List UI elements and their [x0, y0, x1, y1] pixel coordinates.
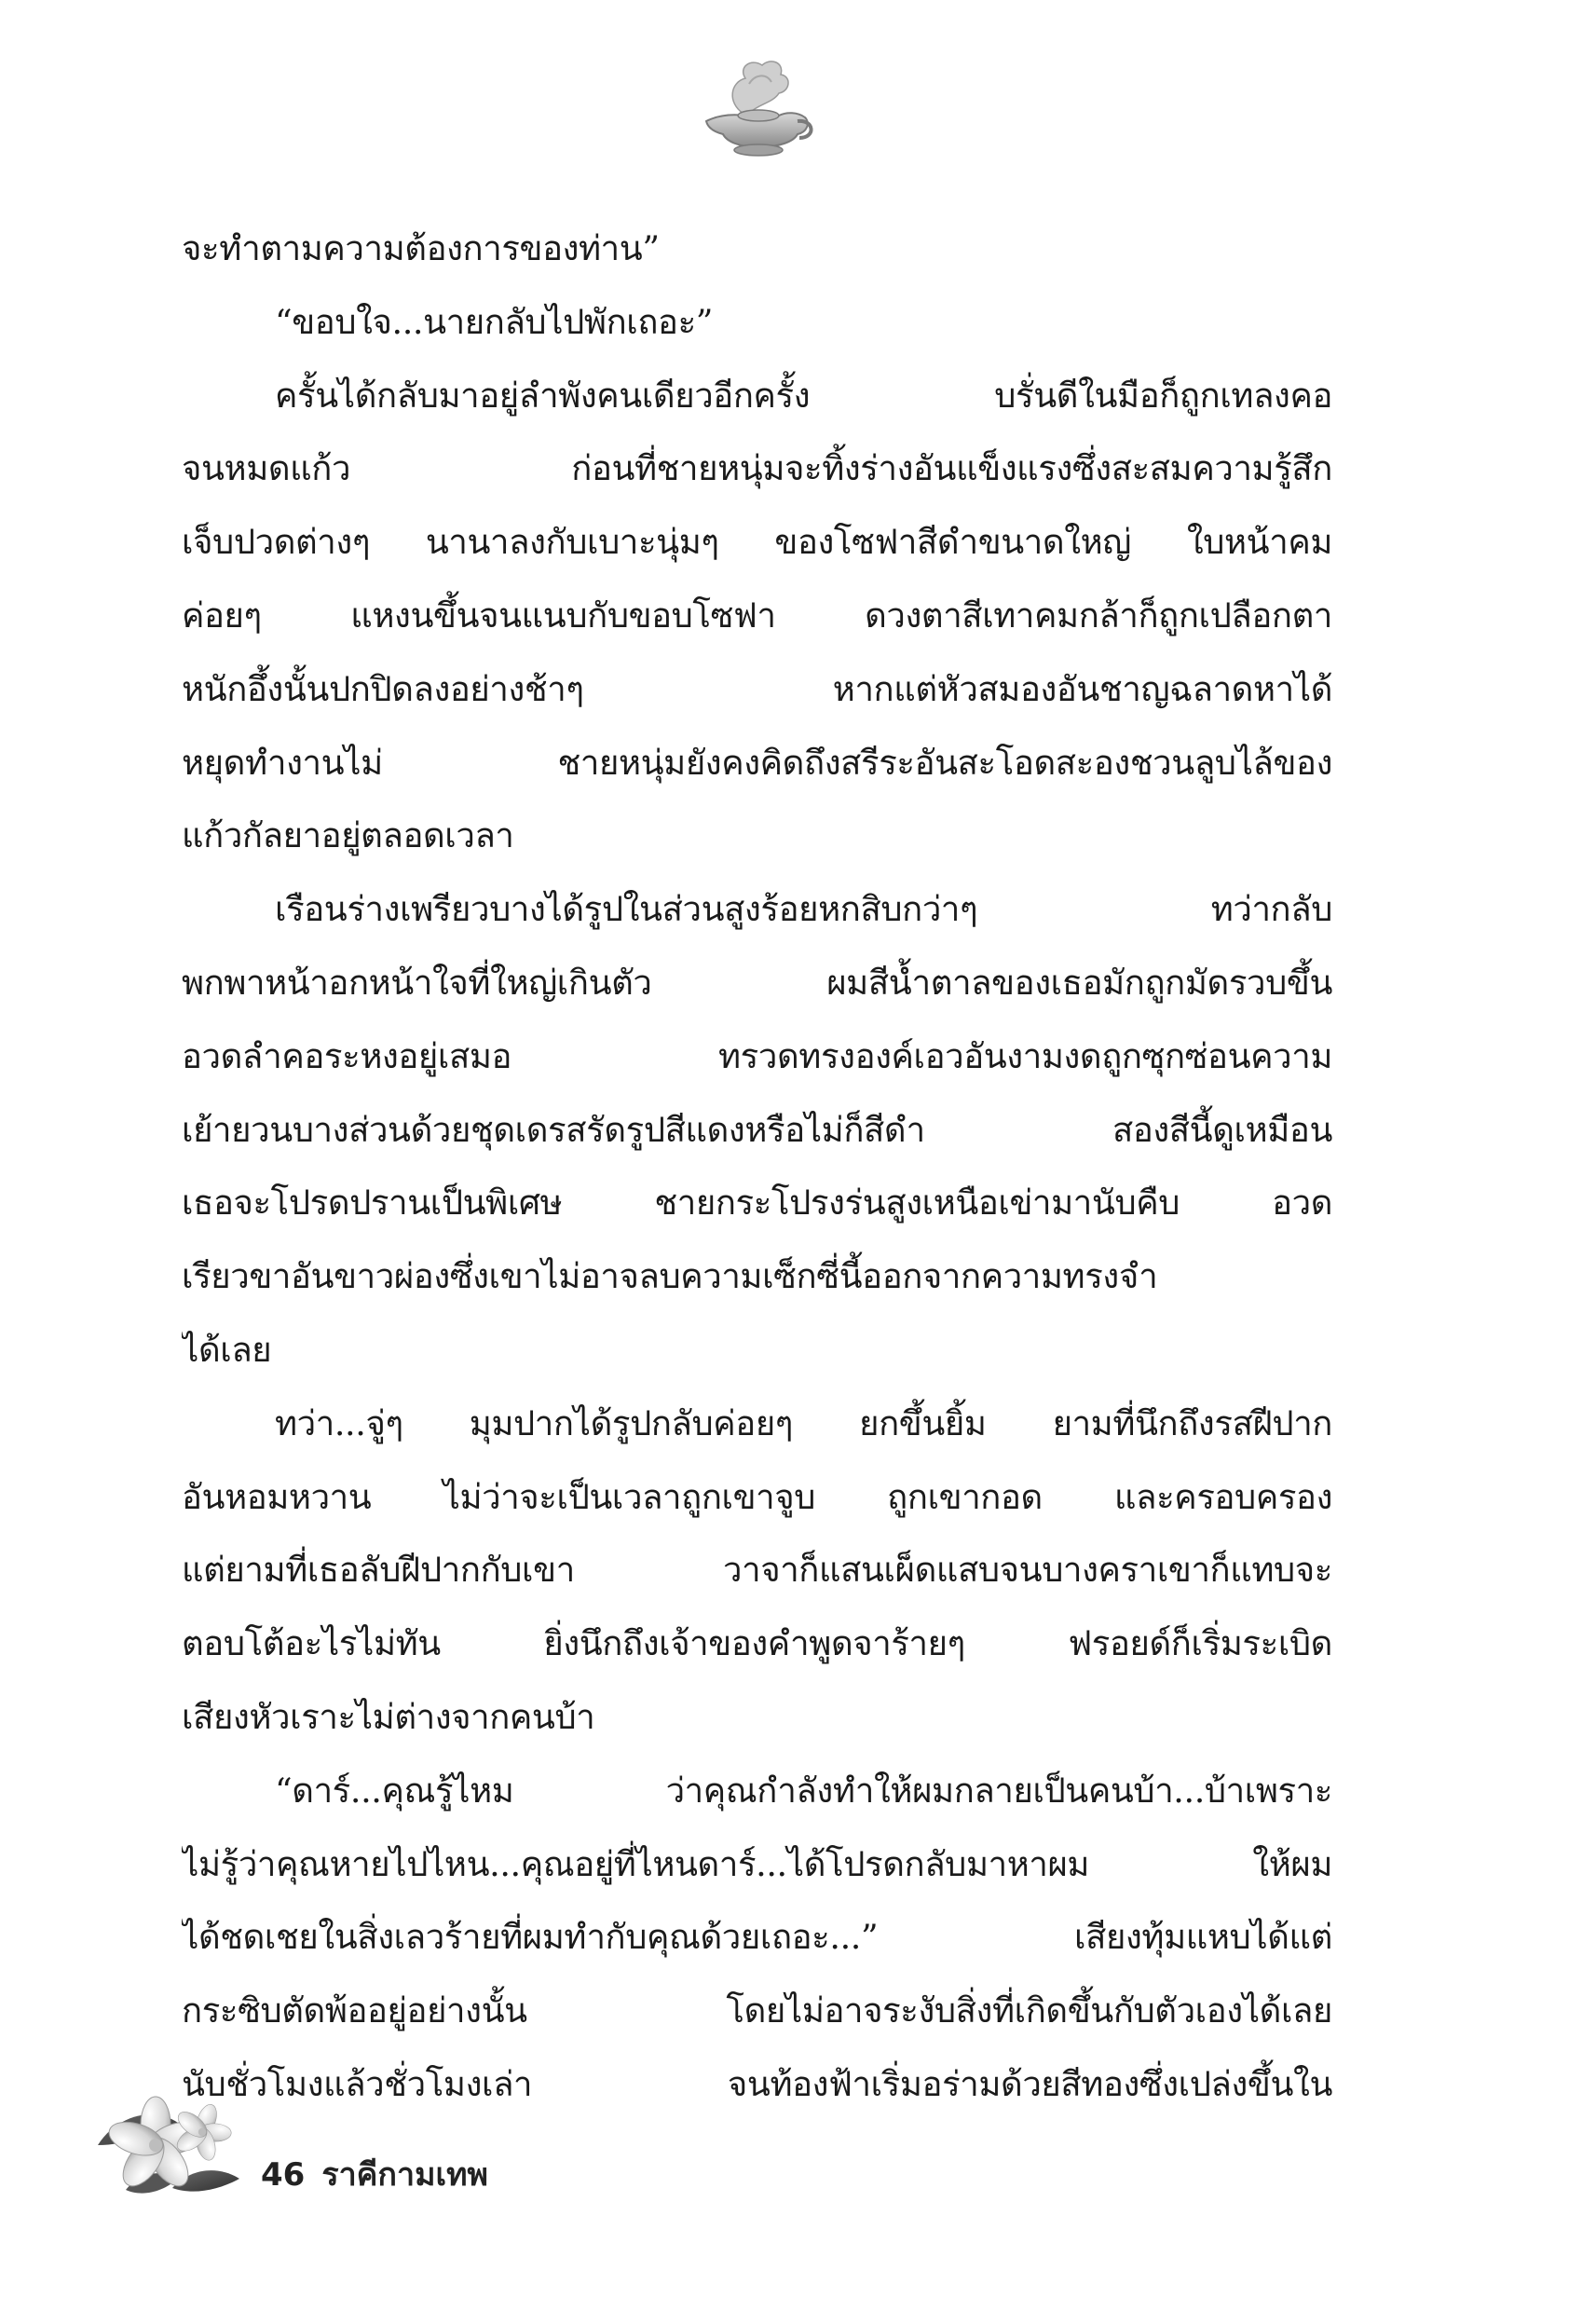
text-line: ได้ชดเชยในสิ่งเลวร้ายที่ผมทำกับคุณด้วยเถอะ...” เสียงทุ้มแหบได้แต่: [182, 1917, 1332, 1958]
text-line: เจ็บปวดต่างๆ นานาลงกับเบาะนุ่มๆ ของโซฟาสีดำขนาดใหญ่ ใบหน้าคม: [182, 522, 1332, 563]
text-line: ค่อยๆ แหงนขึ้นจนแนบกับขอบโซฟา ดวงตาสีเทาคมกล้าก็ถูกเปลือกตา: [182, 595, 1332, 636]
text-line: หยุดทำงานไม่ ชายหนุ่มยังคงคิดถึงสรีระอันสะโอดสะองชวนลูบไล้ของ: [182, 742, 1332, 783]
text-line: หนักอึ้งนั้นปกปิดลงอย่างช้าๆ หากแต่หัวสมองอันชาญฉลาดหาได้: [182, 668, 1332, 709]
text-line: กระซิบตัดพ้ออยู่อย่างนั้น โดยไม่อาจระงับสิ่งที่เกิดขึ้นกับตัวเองได้เลย: [182, 1990, 1332, 2031]
text-line: จนหมดแก้ว ก่อนที่ชายหนุ่มจะทิ้งร่างอันแข็งแรงซึ่งสะสมความรู้สึก: [182, 448, 1332, 489]
text-line: ทว่า...จู่ๆ มุมปากได้รูปกลับค่อยๆ ยกขึ้นยิ้ม ยามที่นึกถึงรสฝีปาก: [275, 1402, 1332, 1443]
text-line: “ขอบใจ...นายกลับไปพักเถอะ”: [275, 301, 714, 342]
text-line: อวดลำคอระหงอยู่เสมอ ทรวดทรงองค์เอวอันงามงดถูกซุกซ่อนความ: [182, 1035, 1332, 1076]
text-line: แก้วกัลยาอยู่ตลอดเวลา: [182, 815, 514, 856]
genie-lamp-icon: [689, 56, 820, 158]
text-line: ไม่รู้ว่าคุณหายไปไหน...คุณอยู่ที่ไหนดาร์...ได้โปรดกลับมาหาผม ให้ผม: [182, 1843, 1332, 1884]
text-line: นับชั่วโมงแล้วชั่วโมงเล่า จนท้องฟ้าเริ่มอร่ามด้วยสีทองซึ่งเปล่งขึ้นใน: [182, 2063, 1332, 2104]
text-line: เย้ายวนบางส่วนด้วยชุดเดรสรัดรูปสีแดงหรือไม่ก็สีดำ สองสีนี้ดูเหมือน: [182, 1109, 1332, 1150]
body-text: [182, 212, 1332, 2113]
plumeria-flower-icon: [89, 2078, 247, 2218]
book-title: ราคีกามเทพ: [321, 2156, 488, 2194]
text-line: เธอจะโปรดปรานเป็นพิเศษ ชายกระโปรงร่นสูงเหนือเข่ามานับคืบ อวด: [182, 1183, 1332, 1224]
text-line: แต่ยามที่เธอลับฝีปากกับเขา วาจาก็แสนเผ็ดแสบจนบางคราเขาก็แทบจะ: [182, 1550, 1332, 1591]
text-line: ได้เลย: [182, 1329, 272, 1370]
text-line: จะทำตามความต้องการของท่าน”: [182, 228, 660, 268]
text-line: เรียวขาอันขาวผ่องซึ่งเขาไม่อาจลบความเซ็กซี่นี้ออกจากความทรงจำ: [182, 1256, 1158, 1297]
text-line: พกพาหน้าอกหน้าใจที่ใหญ่เกินตัว ผมสีน้ำตาลของเธอมักถูกมัดรวบขึ้น: [182, 962, 1332, 1003]
text-line: ตอบโต้อะไรไม่ทัน ยิ่งนึกถึงเจ้าของคำพูดจาร้ายๆ ฟรอยด์ก็เริ่มระเบิด: [182, 1623, 1332, 1664]
text-line: ครั้นได้กลับมาอยู่ลำพังคนเดียวอีกครั้ง บรั่นดีในมือก็ถูกเทลงคอ: [275, 375, 1332, 416]
page-number: 46: [261, 2156, 306, 2194]
text-line: เสียงหัวเราะไม่ต่างจากคนบ้า: [182, 1696, 595, 1737]
text-line: เรือนร่างเพรียวบางได้รูปในส่วนสูงร้อยหกสิบกว่าๆ ทว่ากลับ: [275, 889, 1332, 930]
text-line: “ดาร์...คุณรู้ไหม ว่าคุณกำลังทำให้ผมกลายเป็นคนบ้า...บ้าเพราะ: [275, 1770, 1332, 1811]
page-footer: [89, 2078, 573, 2218]
footer-text: [261, 2156, 488, 2194]
text-line: อันหอมหวาน ไม่ว่าจะเป็นเวลาถูกเขาจูบ ถูกเขากอด และครอบครอง: [182, 1476, 1332, 1517]
